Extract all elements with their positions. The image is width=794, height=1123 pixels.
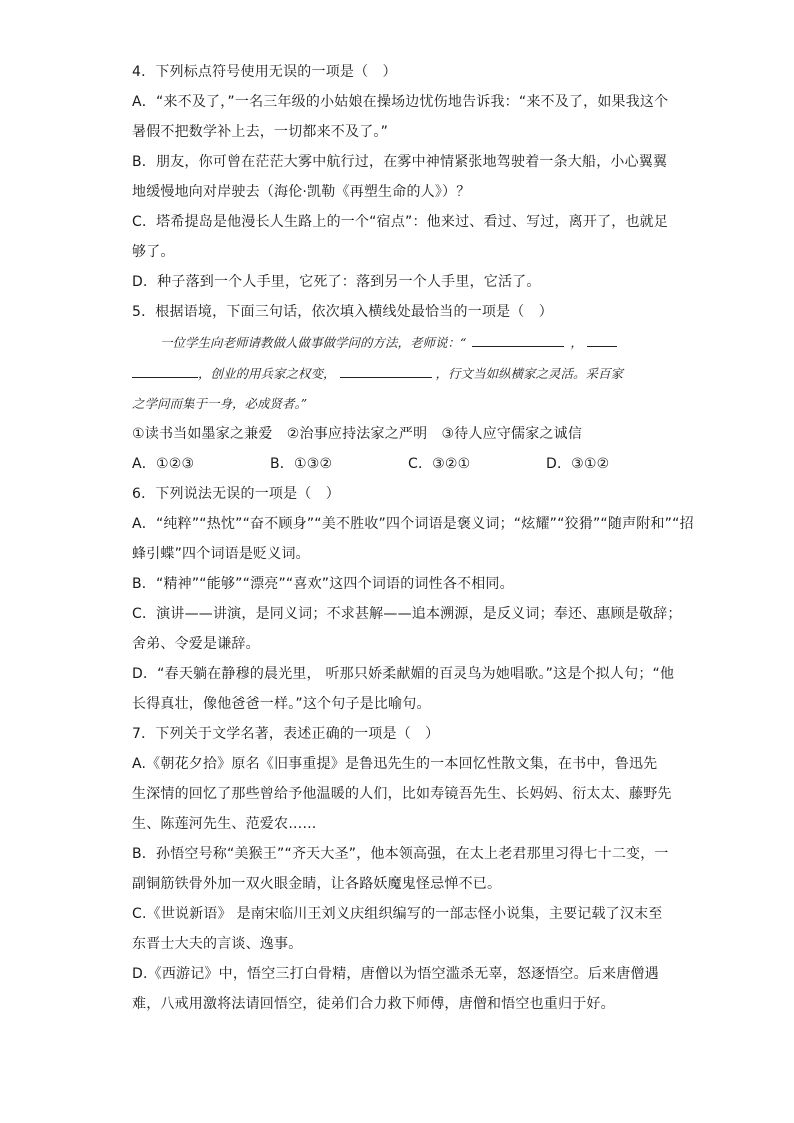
q4-stem: 4．下列标点符号使用无误的一项是（ ） (132, 64, 397, 80)
question-content (132, 64, 694, 1026)
q5-option-a: A．①②③ (132, 456, 195, 472)
q4-option-d: D．种子落到一个人手里，它死了：落到另一个人手里，它活了。 (132, 274, 541, 290)
q4-option-c-line2: 够了。 (132, 244, 175, 260)
q4-option-b-line1: B．朋友，你可曾在茫茫大雾中航行过，在雾中神情紧张地驾驶着一条大船，小心翼翼 (132, 154, 668, 170)
q7-option-c-line2: 东晋士大夫的言谈、逸事。 (132, 936, 303, 952)
blank-2-end (132, 365, 198, 378)
q4-option-a-line2: 暑假不把数学补上去，一切都来不及了。” (132, 124, 389, 140)
blank-3 (340, 365, 432, 378)
q7-option-a-line1: A.《朝花夕拾》原名《旧事重提》是鲁迅先生的一本回忆性散文集，在书中，鲁迅先 (132, 756, 658, 772)
q7-option-d-line2: 难，八戒用激将法请回悟空，徒弟们合力救下师傅，唐僧和悟空也重归于好。 (132, 996, 615, 1012)
q6-option-c-line2: 舍弟、令爱是谦辞。 (132, 636, 260, 652)
q6-option-c-line1: C．演讲——讲演，是同义词；不求甚解——追本溯源，是反义词；奉还、惠顾是敬辞； (132, 606, 682, 622)
q5-passage-line1 (132, 334, 667, 351)
q7-option-a-line3: 生、陈莲河先生、范爱农…… (132, 816, 317, 832)
q6-option-d-line1: D．“春天躺在静穆的晨光里， 听那只娇柔献媚的百灵鸟为她唱歌。”这是个拟人句；“他 (132, 666, 675, 682)
q6-option-a-line1: A．“纯粹”“热忱”“奋不顾身”“美不胜收”四个词语是褒义词；“炫耀”“狡猾”“随声附和”“招 (132, 516, 694, 532)
blank-2-start (587, 334, 617, 347)
q5-passage-text: ，行文当如纵横家之灵活。采百家 (435, 366, 624, 381)
q4-option-a-line1: A．“来不及了，”一名三年级的小姑娘在操场边忧伤地告诉我：“来不及了，如果我这个 (132, 94, 669, 110)
q5-option-b: B．①③② (270, 456, 333, 472)
q7-option-b-line1: B．孙悟空号称“美猴王”“齐天大圣”，他本领高强，在太上老君那里习得七十二变，一 (132, 846, 669, 862)
q4-option-c-line1: C．塔希提岛是他漫长人生路上的一个“宿点”：他来过、看过、写过，离开了，也就足 (132, 214, 669, 230)
q5-passage-text: ，创业的用兵家之权变， (198, 366, 336, 381)
q6-option-b: B．“精神”“能够”“漂亮”“喜欢”这四个词语的词性各不相同。 (132, 576, 514, 592)
q5-stem: 5．根据语境，下面三句话，依次填入横线处最恰当的一项是（ ） (132, 304, 553, 320)
q7-option-a-line2: 生深情的回忆了那些曾给予他温暖的人们，比如寿镜吾先生、长妈妈、衍太太、藤野先 (132, 786, 672, 802)
q7-stem: 7．下列关于文学名著，表述正确的一项是（ ） (132, 726, 440, 742)
q5-passage-text: 一位学生向老师请教做人做事做学问的方法，老师说：“ (160, 335, 467, 350)
q6-option-d-line2: 长得真壮，像他爸爸一样。”这个句子是比喻句。 (132, 696, 431, 712)
q5-sentences: ①读书当如墨家之兼爱 ②治事应持法家之严明 ③待人应守儒家之诚信 (132, 426, 583, 442)
blank-1 (472, 334, 564, 347)
q7-option-b-line2: 副铜筋铁骨外加一双火眼金睛，让各路妖魔鬼怪忌惮不已。 (132, 876, 502, 892)
q4-option-b-line2: 地缓慢地向对岸驶去（海伦·凯勒《再塑生命的人》）？ (132, 184, 471, 200)
q5-passage-comma: ， (570, 335, 583, 350)
q7-option-c-line1: C.《世说新语》 是南宋临川王刘义庆组织编写的一部志怪小说集，主要记载了汉末至 (132, 906, 663, 922)
q5-option-d: D．③①② (546, 456, 610, 472)
q6-option-a-line2: 蜂引蝶”四个词语是贬义词。 (132, 546, 310, 562)
q7-option-d-line1: D.《西游记》中，悟空三打白骨精，唐僧以为悟空滥杀无辜，怒逐悟空。后来唐僧遇 (132, 966, 659, 982)
q5-passage-line2 (132, 365, 667, 382)
q5-passage-line3: 之学问而集于一身，必成贤者。” (132, 396, 308, 411)
q5-options (132, 456, 667, 472)
q6-stem: 6．下列说法无误的一项是（ ） (132, 486, 340, 502)
q5-option-c: C．③②① (408, 456, 471, 472)
